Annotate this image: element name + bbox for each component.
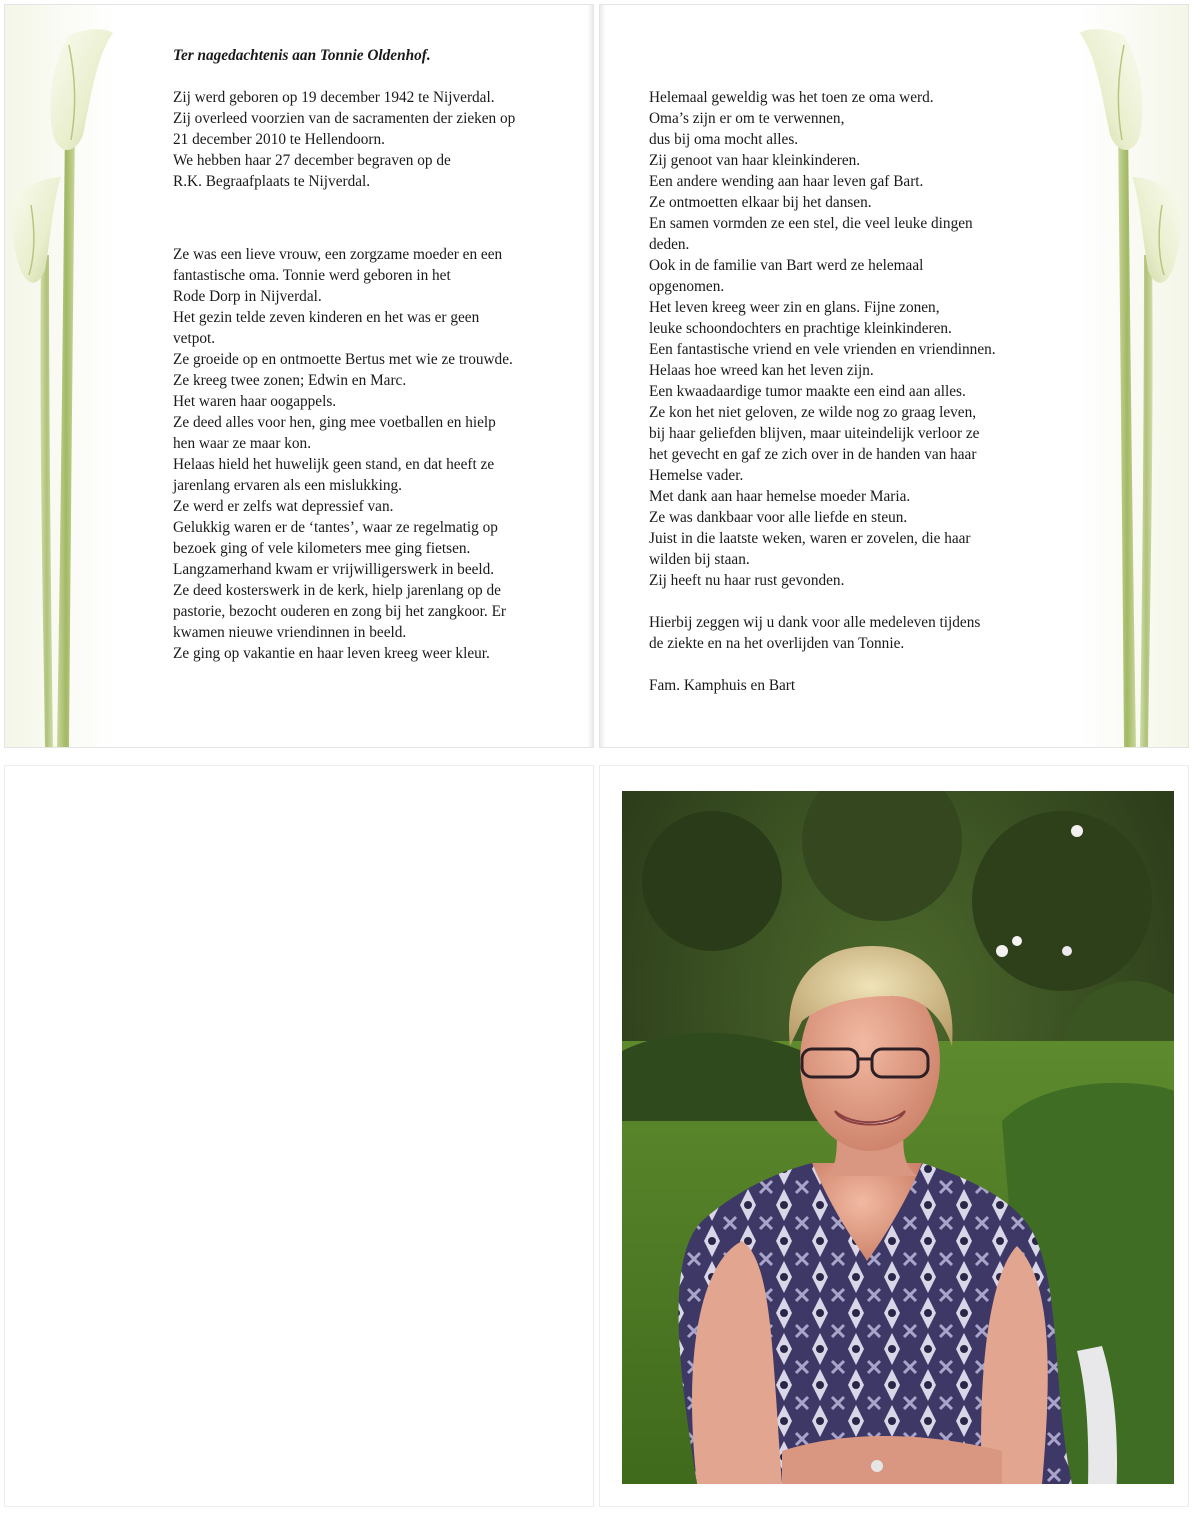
story-line: Een kwaadaardige tumor maakte een eind aan alles. bbox=[649, 383, 966, 400]
portrait-photo bbox=[622, 791, 1174, 1484]
story-line: deden. bbox=[649, 236, 690, 253]
story-line: Ze groeide op en ontmoette Bertus met wie ze trouwde. bbox=[173, 351, 513, 368]
story-line: Oma’s zijn er om te verwennen, bbox=[649, 110, 845, 127]
story-line: Zij heeft nu haar rust gevonden. bbox=[649, 572, 845, 589]
story-line: jarenlang ervaren als een mislukking. bbox=[173, 477, 402, 494]
story-line: Ze ontmoetten elkaar bij het dansen. bbox=[649, 194, 872, 211]
story-line: Ze deed alles voor hen, ging mee voetballen en hielp bbox=[173, 414, 496, 431]
story-line: Helaas hoe wreed kan het leven zijn. bbox=[649, 362, 874, 379]
story-line: hen waar ze maar kon. bbox=[173, 435, 312, 452]
story-line: Het waren haar oogappels. bbox=[173, 393, 337, 410]
story-line: Het gezin telde zeven kinderen en het was er geen bbox=[173, 309, 480, 326]
story-line: Ook in de familie van Bart werd ze helemaal bbox=[649, 257, 924, 274]
story-line: Het leven kreeg weer zin en glans. Fijne zonen, bbox=[649, 299, 940, 316]
story-line: bij haar geliefden blijven, maar uiteindelijk verloor ze bbox=[649, 425, 980, 442]
story-line: Een andere wending aan haar leven gaf Bart. bbox=[649, 173, 924, 190]
story-line: Juist in die laatste weken, waren er zovelen, die haar bbox=[649, 530, 971, 547]
story-line: Ze werd er zelfs wat depressief van. bbox=[173, 498, 394, 515]
story-line: Ze kreeg twee zonen; Edwin en Marc. bbox=[173, 372, 407, 389]
thanks-line: Hierbij zeggen wij u dank voor alle medeleven tijdens bbox=[649, 614, 981, 631]
story-line: Langzamerhand kwam er vrijwilligerswerk in beeld. bbox=[173, 561, 495, 578]
story-line: Ze deed kosterswerk in de kerk, hielp jarenlang op de bbox=[173, 582, 501, 599]
thanks-line: de ziekte en na het overlijden van Tonnie. bbox=[649, 635, 905, 652]
story-line: pastorie, bezocht ouderen en zong bij het zangkoor. Er bbox=[173, 603, 507, 620]
story-line: Helaas hield het huwelijk geen stand, en dat heeft ze bbox=[173, 456, 495, 473]
portrait-photo-icon bbox=[622, 791, 1174, 1484]
story-line: wilden bij staan. bbox=[649, 551, 750, 568]
story-line: Helemaal geweldig was het toen ze oma werd. bbox=[649, 89, 934, 106]
story-line: Rode Dorp in Nijverdal. bbox=[173, 288, 322, 305]
story-line: Ze was een lieve vrouw, een zorgzame moeder en een bbox=[173, 246, 503, 263]
intro-line: R.K. Begraafplaats te Nijverdal. bbox=[173, 173, 371, 190]
intro-line: Zij overleed voorzien van de sacramenten der zieken op bbox=[173, 110, 516, 127]
story-line: Ze was dankbaar voor alle liefde en steun. bbox=[649, 509, 908, 526]
calla-lily-icon bbox=[1078, 5, 1188, 748]
story-line: Hemelse vader. bbox=[649, 467, 744, 484]
memorial-text-right bbox=[649, 87, 996, 696]
story-line: Ze kon het niet geloven, ze wilde nog zo graag leven, bbox=[649, 404, 977, 421]
story-line: dus bij oma mocht alles. bbox=[649, 131, 799, 148]
story-line: leuke schoondochters en prachtige kleinkinderen. bbox=[649, 320, 952, 337]
story-line: Met dank aan haar hemelse moeder Maria. bbox=[649, 488, 911, 505]
card-photo-page bbox=[599, 765, 1189, 1507]
story-line: Gelukkig waren er de ‘tantes’, waar ze regelmatig op bbox=[173, 519, 498, 536]
memorial-title: Ter nagedachtenis aan Tonnie Oldenhof. bbox=[173, 47, 431, 64]
story-line: bezoek ging of vele kilometers mee ging fietsen. bbox=[173, 540, 471, 557]
story-line: kwamen nieuwe vriendinnen in beeld. bbox=[173, 624, 407, 641]
intro-line: Zij werd geboren op 19 december 1942 te Nijverdal. bbox=[173, 89, 495, 106]
card-page-right bbox=[599, 4, 1189, 748]
intro-line: 21 december 2010 te Hellendoorn. bbox=[173, 131, 385, 148]
story-line: Een fantastische vriend en vele vrienden en vriendinnen. bbox=[649, 341, 996, 358]
card-back-blank bbox=[4, 765, 594, 1507]
story-line: vetpot. bbox=[173, 330, 216, 347]
memorial-text-left bbox=[173, 45, 515, 664]
story-line: fantastische oma. Tonnie werd geboren in het bbox=[173, 267, 451, 284]
story-line: het gevecht en gaf ze zich over in de handen van haar bbox=[649, 446, 977, 463]
story-line: Ze ging op vakantie en haar leven kreeg weer kleur. bbox=[173, 645, 490, 662]
story-line: opgenomen. bbox=[649, 278, 725, 295]
intro-line: We hebben haar 27 december begraven op de bbox=[173, 152, 451, 169]
calla-lily-icon bbox=[5, 5, 115, 748]
card-page-left bbox=[4, 4, 594, 748]
signature: Fam. Kamphuis en Bart bbox=[649, 677, 796, 694]
story-line: Zij genoot van haar kleinkinderen. bbox=[649, 152, 861, 169]
story-line: En samen vormden ze een stel, die veel leuke dingen bbox=[649, 215, 973, 232]
